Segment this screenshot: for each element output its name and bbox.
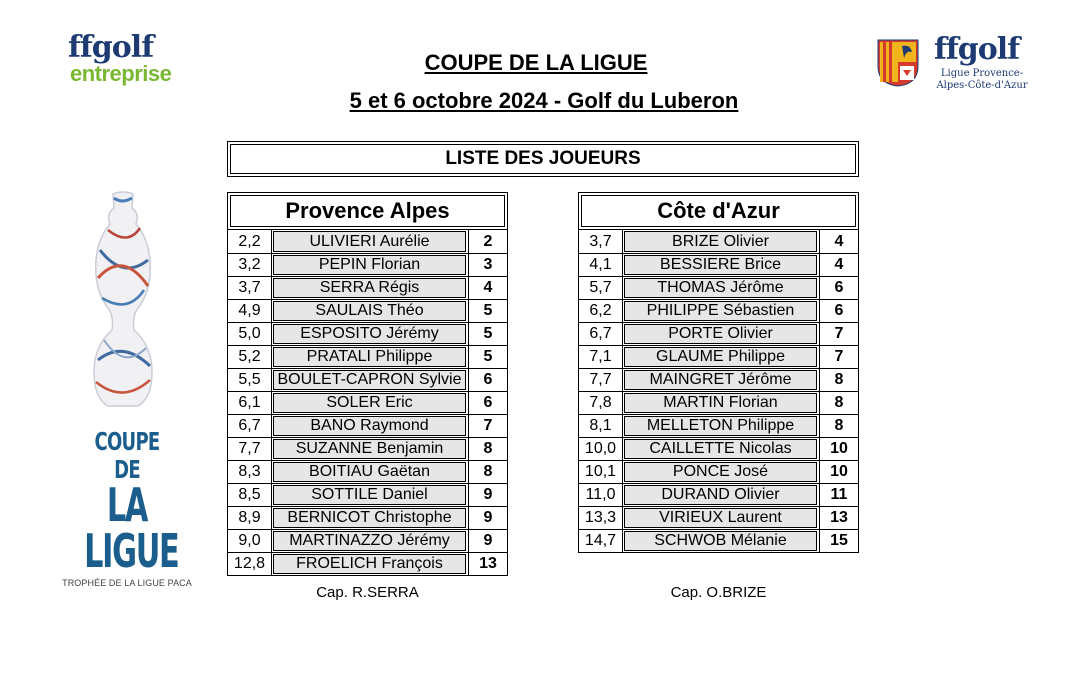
team-rows bbox=[227, 230, 508, 576]
table-row bbox=[228, 299, 507, 322]
team-name: Provence Alpes bbox=[230, 195, 505, 227]
player-index: 9 bbox=[468, 484, 507, 506]
team-table-provence-alpes bbox=[227, 192, 508, 576]
player-handicap: 4,1 bbox=[579, 254, 623, 276]
player-index: 7 bbox=[819, 323, 858, 345]
trophy-text-line3: TROPHÉE DE LA LIGUE PACA bbox=[62, 578, 192, 588]
ligue-name-text: Ligue Provence- Alpes-Côte-d'Azur bbox=[936, 68, 1028, 91]
player-name: PONCE José bbox=[624, 462, 817, 482]
player-handicap: 6,2 bbox=[579, 300, 623, 322]
player-name: SOLER Eric bbox=[273, 393, 466, 413]
page-title: COUPE DE LA LIGUE bbox=[424, 50, 648, 75]
player-name: SERRA Régis bbox=[273, 278, 466, 298]
team-header bbox=[578, 192, 859, 230]
player-name: ULIVIERI Aurélie bbox=[273, 231, 466, 252]
player-handicap: 13,3 bbox=[579, 507, 623, 529]
player-index: 15 bbox=[819, 530, 858, 552]
logo-brand-text-right: ffgolf bbox=[934, 32, 1020, 67]
player-handicap: 5,7 bbox=[579, 277, 623, 299]
team-captain: Cap. R.SERRA bbox=[316, 584, 419, 601]
table-row bbox=[228, 276, 507, 299]
player-index: 13 bbox=[819, 507, 858, 529]
player-index: 5 bbox=[468, 323, 507, 345]
player-handicap: 5,5 bbox=[228, 369, 272, 391]
player-handicap: 6,7 bbox=[579, 323, 623, 345]
player-index: 10 bbox=[819, 438, 858, 460]
table-row bbox=[228, 552, 507, 575]
player-index: 11 bbox=[819, 484, 858, 506]
player-index: 10 bbox=[819, 461, 858, 483]
player-index: 7 bbox=[468, 415, 507, 437]
table-row bbox=[579, 391, 858, 414]
player-name: DURAND Olivier bbox=[624, 485, 817, 505]
trophy-text-line2: LA LIGUE bbox=[84, 478, 179, 578]
page-subtitle: 5 et 6 octobre 2024 - Golf du Luberon bbox=[349, 88, 739, 113]
table-row bbox=[579, 345, 858, 368]
player-index: 9 bbox=[468, 507, 507, 529]
player-index: 5 bbox=[468, 300, 507, 322]
team-name: Côte d'Azur bbox=[581, 195, 856, 227]
trophy-image bbox=[78, 190, 168, 420]
team-header bbox=[227, 192, 508, 230]
player-handicap: 12,8 bbox=[228, 553, 272, 575]
list-title-box bbox=[227, 141, 859, 177]
player-index: 8 bbox=[468, 461, 507, 483]
player-name: PRATALI Philippe bbox=[273, 347, 466, 367]
table-row bbox=[579, 414, 858, 437]
table-row bbox=[579, 230, 858, 253]
logo-subtitle-text: entreprise bbox=[70, 61, 172, 86]
coupe-de-la-ligue-logo bbox=[62, 428, 192, 588]
table-row bbox=[228, 322, 507, 345]
player-index: 8 bbox=[819, 369, 858, 391]
table-row bbox=[579, 276, 858, 299]
table-row bbox=[228, 437, 507, 460]
player-index: 4 bbox=[819, 254, 858, 276]
player-index: 8 bbox=[819, 392, 858, 414]
player-name: MAINGRET Jérôme bbox=[624, 370, 817, 390]
player-name: BRIZE Olivier bbox=[624, 231, 817, 252]
table-row bbox=[579, 368, 858, 391]
player-index: 4 bbox=[819, 230, 858, 253]
player-index: 5 bbox=[468, 346, 507, 368]
player-handicap: 14,7 bbox=[579, 530, 623, 552]
player-name: PHILIPPE Sébastien bbox=[624, 301, 817, 321]
table-row bbox=[579, 529, 858, 552]
table-row bbox=[228, 414, 507, 437]
player-name: PEPIN Florian bbox=[273, 255, 466, 275]
player-index: 6 bbox=[819, 300, 858, 322]
table-row bbox=[228, 253, 507, 276]
player-index: 8 bbox=[468, 438, 507, 460]
table-row bbox=[228, 345, 507, 368]
player-index: 6 bbox=[468, 369, 507, 391]
player-name: VIRIEUX Laurent bbox=[624, 508, 817, 528]
player-handicap: 5,2 bbox=[228, 346, 272, 368]
player-name: MELLETON Philippe bbox=[624, 416, 817, 436]
team-table-cote-d-azur bbox=[578, 192, 859, 553]
list-title: LISTE DES JOUEURS bbox=[230, 144, 856, 174]
player-index: 3 bbox=[468, 254, 507, 276]
player-handicap: 3,2 bbox=[228, 254, 272, 276]
player-handicap: 7,1 bbox=[579, 346, 623, 368]
table-row bbox=[579, 506, 858, 529]
table-row bbox=[228, 460, 507, 483]
player-handicap: 4,9 bbox=[228, 300, 272, 322]
table-row bbox=[579, 460, 858, 483]
table-row bbox=[579, 437, 858, 460]
player-name: SAULAIS Théo bbox=[273, 301, 466, 321]
player-handicap: 5,0 bbox=[228, 323, 272, 345]
team-rows bbox=[578, 230, 859, 553]
player-handicap: 8,3 bbox=[228, 461, 272, 483]
player-name: GLAUME Philippe bbox=[624, 347, 817, 367]
table-row bbox=[228, 506, 507, 529]
player-handicap: 10,0 bbox=[579, 438, 623, 460]
player-handicap: 6,1 bbox=[228, 392, 272, 414]
table-row bbox=[579, 253, 858, 276]
table-row bbox=[228, 368, 507, 391]
player-handicap: 7,8 bbox=[579, 392, 623, 414]
player-name: MARTINAZZO Jérémy bbox=[273, 531, 466, 551]
trophy-text-line1: COUPE DE bbox=[94, 427, 160, 484]
player-name: SOTTILE Daniel bbox=[273, 485, 466, 505]
player-handicap: 9,0 bbox=[228, 530, 272, 552]
player-index: 7 bbox=[819, 346, 858, 368]
player-handicap: 3,7 bbox=[579, 230, 623, 253]
player-name: THOMAS Jérôme bbox=[624, 278, 817, 298]
player-name: SUZANNE Benjamin bbox=[273, 439, 466, 459]
player-name: BOULET-CAPRON Sylvie bbox=[273, 370, 466, 390]
player-name: CAILLETTE Nicolas bbox=[624, 439, 817, 459]
player-index: 6 bbox=[468, 392, 507, 414]
table-row bbox=[579, 299, 858, 322]
player-name: BESSIERE Brice bbox=[624, 255, 817, 275]
player-name: MARTIN Florian bbox=[624, 393, 817, 413]
player-index: 6 bbox=[819, 277, 858, 299]
player-handicap: 3,7 bbox=[228, 277, 272, 299]
table-row bbox=[579, 483, 858, 506]
player-index: 9 bbox=[468, 530, 507, 552]
team-captain: Cap. O.BRIZE bbox=[670, 584, 767, 601]
player-name: BOITIAU Gaëtan bbox=[273, 462, 466, 482]
player-handicap: 8,5 bbox=[228, 484, 272, 506]
table-row bbox=[228, 391, 507, 414]
player-handicap: 7,7 bbox=[579, 369, 623, 391]
player-handicap: 8,9 bbox=[228, 507, 272, 529]
player-name: PORTE Olivier bbox=[624, 324, 817, 344]
table-row bbox=[579, 322, 858, 345]
player-handicap: 8,1 bbox=[579, 415, 623, 437]
table-row bbox=[228, 230, 507, 253]
player-name: SCHWOB Mélanie bbox=[624, 531, 817, 551]
player-name: ESPOSITO Jérémy bbox=[273, 324, 466, 344]
player-handicap: 7,7 bbox=[228, 438, 272, 460]
player-index: 2 bbox=[468, 230, 507, 253]
player-name: FROELICH François bbox=[273, 554, 466, 574]
player-handicap: 6,7 bbox=[228, 415, 272, 437]
player-name: BANO Raymond bbox=[273, 416, 466, 436]
table-row bbox=[228, 529, 507, 552]
player-handicap: 10,1 bbox=[579, 461, 623, 483]
player-index: 13 bbox=[468, 553, 507, 575]
player-index: 8 bbox=[819, 415, 858, 437]
player-name: BERNICOT Christophe bbox=[273, 508, 466, 528]
logo-brand-text: ffgolf bbox=[68, 30, 154, 65]
player-index: 4 bbox=[468, 277, 507, 299]
table-row bbox=[228, 483, 507, 506]
player-handicap: 11,0 bbox=[579, 484, 623, 506]
player-handicap: 2,2 bbox=[228, 230, 272, 253]
